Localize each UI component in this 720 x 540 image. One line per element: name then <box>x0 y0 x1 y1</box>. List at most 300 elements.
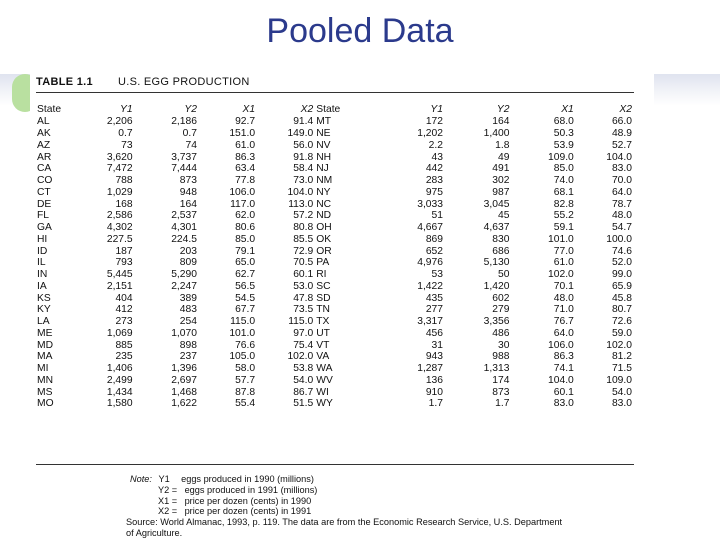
state-cell: VT <box>316 339 330 351</box>
value-cell: 57.7 <box>235 374 256 386</box>
value-cell: 73.0 <box>293 175 314 187</box>
value-cell: 54.5 <box>235 292 256 304</box>
value-cell: 168 <box>115 198 133 210</box>
value-cell: 788 <box>115 175 133 187</box>
state-cell: IA <box>37 280 47 292</box>
state-cell: WA <box>316 363 333 375</box>
value-cell: 67.7 <box>235 304 256 316</box>
value-cell: 83.0 <box>611 398 632 410</box>
value-cell: 97.0 <box>293 327 314 339</box>
value-cell: 5,130 <box>483 257 510 269</box>
value-cell: 77.8 <box>235 175 256 187</box>
value-cell: 50.3 <box>553 128 574 140</box>
state-cell: KS <box>37 292 51 304</box>
value-cell: 53.0 <box>293 280 314 292</box>
value-cell: 72.9 <box>293 245 314 257</box>
state-cell: GA <box>37 222 52 234</box>
table-row <box>36 187 634 199</box>
table-heading <box>36 76 250 88</box>
value-cell: 975 <box>425 186 443 198</box>
value-cell: 104.0 <box>606 151 632 163</box>
value-cell: 948 <box>179 186 197 198</box>
value-cell: 910 <box>425 386 443 398</box>
value-cell: 71.5 <box>611 363 632 375</box>
value-cell: 151.0 <box>229 128 256 140</box>
value-cell: 50 <box>497 269 510 281</box>
state-cell: MT <box>316 116 332 128</box>
table-row <box>36 292 634 304</box>
value-cell: 68.1 <box>553 186 574 198</box>
value-cell: 99.0 <box>611 269 632 281</box>
value-cell: 3,033 <box>417 198 443 210</box>
value-cell: 164 <box>492 116 510 128</box>
note-line <box>130 506 640 517</box>
value-cell: 279 <box>492 304 510 316</box>
value-cell: 1,468 <box>171 386 197 398</box>
note-line <box>130 496 640 507</box>
value-cell: 105.0 <box>229 351 256 363</box>
value-cell: 102.0 <box>548 269 574 281</box>
state-cell: ID <box>37 245 48 257</box>
note-symbol: Y1 <box>158 474 170 484</box>
value-cell: 86.3 <box>553 351 574 363</box>
value-cell: 456 <box>425 327 443 339</box>
table-row <box>36 304 634 316</box>
value-cell: 3,317 <box>417 316 443 328</box>
value-cell: 45 <box>497 210 510 222</box>
note-text: price per dozen (cents) in 1990 <box>184 495 312 506</box>
state-cell: AK <box>37 128 51 140</box>
value-cell: 106.0 <box>548 339 574 351</box>
value-cell: 5,290 <box>171 269 197 281</box>
value-cell: 74 <box>185 139 197 151</box>
table-subtitle: U.S. EGG PRODUCTION <box>117 76 250 88</box>
value-cell: 830 <box>492 233 510 245</box>
value-cell: 60.1 <box>553 386 574 398</box>
state-cell: NM <box>316 175 333 187</box>
value-cell: 78.7 <box>611 198 632 210</box>
state-cell: PA <box>316 257 330 269</box>
value-cell: 65.0 <box>235 257 256 269</box>
value-cell: 81.2 <box>611 351 632 363</box>
state-cell: AL <box>37 116 50 128</box>
table-row <box>36 128 634 140</box>
value-cell: 115.0 <box>230 316 256 328</box>
value-cell: 54.7 <box>611 222 632 234</box>
state-cell: RI <box>316 269 327 281</box>
value-cell: 53.9 <box>553 139 574 151</box>
column-header: X1 <box>561 103 574 115</box>
note-text: eggs produced in 1990 (millions) <box>181 474 314 484</box>
value-cell: 51 <box>431 210 443 222</box>
state-cell: NE <box>316 128 331 140</box>
value-cell: 73.5 <box>293 304 314 316</box>
value-cell: 885 <box>115 339 133 351</box>
note-line <box>130 485 640 496</box>
value-cell: 3,356 <box>483 316 510 328</box>
value-cell: 113.0 <box>288 198 314 210</box>
slide-title: Pooled Data <box>266 12 454 50</box>
table-row <box>36 234 634 246</box>
value-cell: 987 <box>492 186 510 198</box>
value-cell: 873 <box>492 386 510 398</box>
value-cell: 1,202 <box>417 128 443 140</box>
value-cell: 224.5 <box>171 233 197 245</box>
state-cell: CA <box>37 163 52 175</box>
value-cell: 2,151 <box>106 280 133 292</box>
state-cell: NY <box>316 186 331 198</box>
value-cell: 809 <box>179 257 197 269</box>
state-cell: MO <box>37 398 54 410</box>
value-cell: 109.0 <box>606 374 632 386</box>
value-cell: 85.0 <box>235 233 256 245</box>
value-cell: 2,697 <box>171 374 197 386</box>
value-cell: 102.0 <box>606 339 632 351</box>
value-cell: 102.0 <box>287 351 314 363</box>
egg-production-table <box>36 102 634 410</box>
value-cell: 92.7 <box>235 116 256 128</box>
value-cell: 2,247 <box>171 280 197 292</box>
value-cell: 4,302 <box>106 222 133 234</box>
value-cell: 1,029 <box>106 186 133 198</box>
state-cell: NC <box>316 198 332 210</box>
state-cell: LA <box>37 316 50 328</box>
note-symbol: X2 = <box>158 506 178 517</box>
value-cell: 7,444 <box>171 163 197 175</box>
value-cell: 117.0 <box>230 198 256 210</box>
value-cell: 49 <box>497 151 510 163</box>
value-cell: 53 <box>431 269 443 281</box>
value-cell: 4,667 <box>417 222 443 234</box>
value-cell: 80.7 <box>611 304 632 316</box>
value-cell: 4,637 <box>483 222 510 234</box>
value-cell: 1,580 <box>106 398 133 410</box>
value-cell: 1.7 <box>495 398 510 410</box>
value-cell: 74.6 <box>611 245 632 257</box>
value-cell: 3,045 <box>483 198 510 210</box>
value-cell: 1,313 <box>483 363 510 375</box>
value-cell: 54.0 <box>611 386 632 398</box>
value-cell: 101.0 <box>229 327 256 339</box>
value-cell: 302 <box>492 175 510 187</box>
value-cell: 109.0 <box>548 151 574 163</box>
value-cell: 54.0 <box>293 374 314 386</box>
value-cell: 75.4 <box>293 339 314 351</box>
table-body <box>36 116 634 410</box>
value-cell: 53.8 <box>293 363 314 375</box>
value-cell: 76.7 <box>553 316 574 328</box>
table-row <box>36 363 634 375</box>
value-cell: 48.9 <box>611 128 632 140</box>
column-header: X2 <box>619 103 632 115</box>
column-header: Y2 <box>496 103 510 115</box>
table-row <box>36 198 634 210</box>
value-cell: 104.0 <box>287 186 314 198</box>
value-cell: 56.0 <box>293 139 314 151</box>
table-row <box>36 351 634 363</box>
state-cell: OH <box>316 222 332 234</box>
value-cell: 59.1 <box>553 222 574 234</box>
value-cell: 71.0 <box>553 304 574 316</box>
value-cell: 91.8 <box>293 151 314 163</box>
state-cell: AR <box>37 151 52 163</box>
value-cell: 187 <box>115 245 133 257</box>
value-cell: 203 <box>179 245 197 257</box>
value-cell: 80.6 <box>235 222 256 234</box>
value-cell: 83.0 <box>611 163 632 175</box>
state-cell: UT <box>316 327 330 339</box>
note-label: Note: <box>130 474 152 484</box>
value-cell: 4,976 <box>417 257 443 269</box>
value-cell: 1,069 <box>106 327 133 339</box>
value-cell: 61.0 <box>235 139 256 151</box>
source-line: of Agriculture. <box>126 527 183 538</box>
state-cell: AZ <box>37 139 51 151</box>
value-cell: 86.7 <box>293 386 314 398</box>
value-cell: 85.5 <box>293 233 314 245</box>
state-cell: DE <box>37 198 52 210</box>
value-cell: 70.0 <box>611 175 632 187</box>
value-cell: 491 <box>492 163 510 175</box>
value-cell: 1,396 <box>171 363 197 375</box>
note-text: price per dozen (cents) in 1991 <box>184 506 312 517</box>
value-cell: 48.0 <box>611 210 632 222</box>
value-cell: 1,070 <box>171 327 197 339</box>
source-line: Source: World Almanac, 1993, p. 119. The data are from the Economic Research Service, U.S. Department <box>126 517 563 528</box>
value-cell: 1,622 <box>171 398 197 410</box>
value-cell: 58.0 <box>235 363 256 375</box>
value-cell: 277 <box>425 304 443 316</box>
table-row <box>36 210 634 222</box>
state-cell: MS <box>37 386 53 398</box>
state-cell: MD <box>37 339 54 351</box>
value-cell: 48.0 <box>553 292 574 304</box>
column-header: Y1 <box>120 103 133 115</box>
value-cell: 82.8 <box>553 198 574 210</box>
value-cell: 793 <box>115 257 133 269</box>
value-cell: 1,400 <box>483 128 510 140</box>
value-cell: 486 <box>492 327 510 339</box>
state-cell: FL <box>37 210 50 222</box>
note-symbol: X1 = <box>158 495 178 506</box>
table-row <box>36 386 634 398</box>
value-cell: 45.8 <box>611 292 632 304</box>
column-header: X2 <box>300 103 314 115</box>
table-row <box>36 375 634 387</box>
value-cell: 898 <box>179 339 197 351</box>
state-cell: IL <box>37 257 46 269</box>
value-cell: 64.0 <box>611 186 632 198</box>
value-cell: 988 <box>492 351 510 363</box>
note-line <box>130 474 640 485</box>
value-cell: 85.0 <box>553 163 574 175</box>
value-cell: 136 <box>425 374 443 386</box>
value-cell: 47.8 <box>293 292 314 304</box>
value-cell: 52.7 <box>611 139 632 151</box>
value-cell: 237 <box>179 351 197 363</box>
state-cell: MA <box>37 351 53 363</box>
value-cell: 174 <box>492 374 510 386</box>
state-cell: WV <box>316 374 333 386</box>
value-cell: 51.5 <box>293 398 314 410</box>
value-cell: 254 <box>179 316 197 328</box>
value-cell: 55.4 <box>235 398 256 410</box>
column-header: Y1 <box>430 103 443 115</box>
table-row <box>36 281 634 293</box>
value-cell: 58.4 <box>293 163 314 175</box>
value-cell: 56.5 <box>235 280 256 292</box>
value-cell: 5,445 <box>106 269 133 281</box>
state-cell: WY <box>316 398 333 410</box>
table-row <box>36 328 634 340</box>
value-cell: 283 <box>425 175 443 187</box>
note-symbol: Y2 = <box>158 484 178 495</box>
column-header: State <box>37 103 62 115</box>
value-cell: 1,434 <box>106 386 133 398</box>
value-cell: 1,422 <box>417 280 443 292</box>
value-cell: 2,186 <box>171 116 197 128</box>
value-cell: 115.0 <box>288 316 314 328</box>
state-cell: TN <box>316 304 330 316</box>
table-row <box>36 257 634 269</box>
value-cell: 59.0 <box>611 327 632 339</box>
value-cell: 62.0 <box>235 210 256 222</box>
value-cell: 55.2 <box>553 210 574 222</box>
value-cell: 31 <box>431 339 443 351</box>
value-cell: 149.0 <box>287 128 314 140</box>
value-cell: 57.2 <box>293 210 314 222</box>
value-cell: 1.8 <box>495 139 510 151</box>
value-cell: 79.1 <box>235 245 256 257</box>
value-cell: 70.1 <box>553 280 574 292</box>
table-notes <box>126 474 640 539</box>
table-row <box>36 398 634 410</box>
value-cell: 100.0 <box>606 233 632 245</box>
value-cell: 442 <box>425 163 443 175</box>
state-cell: SD <box>316 292 331 304</box>
table-row <box>36 116 634 128</box>
value-cell: 164 <box>179 198 197 210</box>
value-cell: 1,420 <box>483 280 510 292</box>
state-cell: CT <box>37 186 51 198</box>
note-text: eggs produced in 1991 (millions) <box>184 484 318 495</box>
state-cell: ND <box>316 210 332 222</box>
value-cell: 4,301 <box>171 222 197 234</box>
state-cell: NV <box>316 139 331 151</box>
value-cell: 52.0 <box>611 257 632 269</box>
value-cell: 87.8 <box>235 386 256 398</box>
table-row <box>36 175 634 187</box>
value-cell: 68.0 <box>553 116 574 128</box>
value-cell: 2,586 <box>106 210 133 222</box>
state-cell: OK <box>316 233 332 245</box>
state-cell: MN <box>37 374 54 386</box>
value-cell: 686 <box>492 245 510 257</box>
value-cell: 235 <box>115 351 133 363</box>
value-cell: 7,472 <box>106 163 133 175</box>
table-row <box>36 151 634 163</box>
value-cell: 652 <box>425 245 443 257</box>
value-cell: 61.0 <box>553 257 574 269</box>
column-header: X1 <box>242 103 256 115</box>
value-cell: 412 <box>115 304 133 316</box>
value-cell: 2,499 <box>106 374 133 386</box>
value-cell: 86.3 <box>235 151 256 163</box>
value-cell: 602 <box>492 292 510 304</box>
value-cell: 62.7 <box>235 269 256 281</box>
state-cell: VA <box>316 351 330 363</box>
table-row <box>36 269 634 281</box>
value-cell: 3,620 <box>106 151 133 163</box>
value-cell: 60.1 <box>293 269 314 281</box>
table-header-row <box>36 102 634 116</box>
value-cell: 30 <box>497 339 510 351</box>
value-cell: 3,737 <box>171 151 197 163</box>
value-cell: 66.0 <box>611 116 632 128</box>
state-cell: KY <box>37 304 51 316</box>
state-cell: ME <box>37 327 53 339</box>
value-cell: 74.0 <box>553 175 574 187</box>
value-cell: 404 <box>115 292 133 304</box>
state-cell: SC <box>316 280 331 292</box>
value-cell: 63.4 <box>235 163 256 175</box>
state-cell: IN <box>37 269 48 281</box>
table-row <box>36 339 634 351</box>
table-label: TABLE 1.1 <box>36 76 93 88</box>
value-cell: 943 <box>425 351 443 363</box>
value-cell: 483 <box>179 304 197 316</box>
value-cell: 106.0 <box>229 186 256 198</box>
state-cell: OR <box>316 245 332 257</box>
value-cell: 0.7 <box>118 128 133 140</box>
value-cell: 227.5 <box>106 233 133 245</box>
value-cell: 273 <box>115 316 133 328</box>
value-cell: 91.4 <box>293 116 314 128</box>
value-cell: 80.8 <box>293 222 314 234</box>
value-cell: 172 <box>425 116 443 128</box>
state-cell: NH <box>316 151 332 163</box>
value-cell: 389 <box>179 292 197 304</box>
state-cell: WI <box>316 386 329 398</box>
value-cell: 74.1 <box>553 363 574 375</box>
value-cell: 2,537 <box>171 210 197 222</box>
value-cell: 1,406 <box>106 363 133 375</box>
value-cell: 873 <box>179 175 197 187</box>
table-row <box>36 163 634 175</box>
value-cell: 101.0 <box>548 233 574 245</box>
value-cell: 72.6 <box>611 316 632 328</box>
value-cell: 76.6 <box>235 339 256 351</box>
value-cell: 83.0 <box>553 398 574 410</box>
value-cell: 2.2 <box>428 139 443 151</box>
state-cell: TX <box>316 316 330 328</box>
value-cell: 869 <box>425 233 443 245</box>
value-cell: 64.0 <box>553 327 574 339</box>
value-cell: 435 <box>425 292 443 304</box>
value-cell: 1.7 <box>428 398 443 410</box>
state-cell: NJ <box>316 163 329 175</box>
value-cell: 2,206 <box>106 116 133 128</box>
value-cell: 104.0 <box>548 374 574 386</box>
column-header: Y2 <box>184 103 197 115</box>
value-cell: 70.5 <box>293 257 314 269</box>
table-row <box>36 222 634 234</box>
state-cell: HI <box>37 233 48 245</box>
value-cell: 73 <box>121 139 133 151</box>
state-cell: MI <box>37 363 49 375</box>
table-row <box>36 245 634 257</box>
table-bottom-rule <box>36 464 634 465</box>
